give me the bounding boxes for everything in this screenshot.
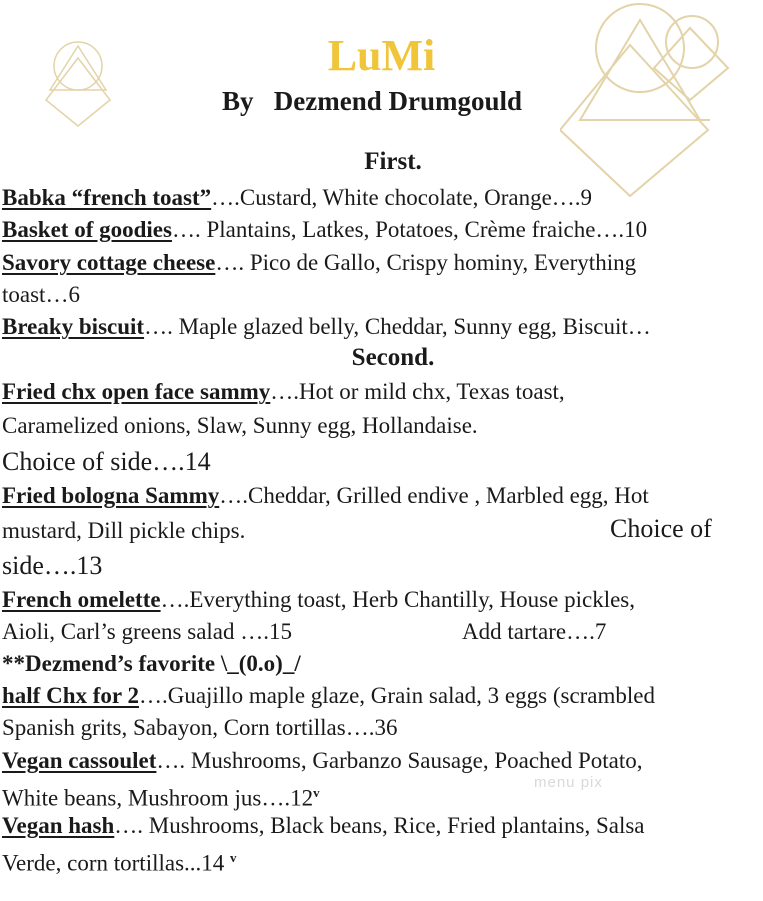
item-description: …. Maple glazed belly, Cheddar, Sunny egg, Biscuit… (144, 314, 651, 339)
item-description: ….Cheddar, Grilled endive , Marbled egg, Hot (219, 483, 649, 508)
item-name: Savory cottage cheese (2, 250, 216, 275)
menu-item-vegan-cassoulet (2, 747, 643, 775)
menu-item-biscuit (2, 313, 651, 341)
vegan-mark: v (230, 850, 237, 865)
menu-item-vegan-cassoulet-cont (2, 779, 320, 813)
item-description: ….Custard, White chocolate, Orange….9 (211, 185, 593, 210)
menu-item-babka (2, 184, 592, 212)
menu-item-fried-bologna-cont: mustard, Dill pickle chips. (2, 518, 246, 543)
item-description: White beans, Mushroom jus….12 (2, 785, 314, 811)
menu-item-cottage-cheese-cont: toast…6 (2, 282, 80, 307)
item-description: …. Pico de Gallo, Crispy hominy, Everything (215, 250, 637, 275)
item-description: ….Everything toast, Herb Chantilly, House pickles, (160, 587, 635, 612)
item-name: French omelette (2, 587, 161, 612)
section-heading-second: Second. (351, 344, 435, 371)
menu-item-fried-chx (2, 378, 565, 406)
item-name: Vegan cassoulet (2, 748, 157, 773)
vegan-mark: v (313, 785, 320, 800)
item-description: Verde, corn tortillas...14 (2, 850, 231, 876)
menu-item-half-chx-cont: Spanish grits, Sabayon, Corn tortillas….36 (2, 715, 398, 740)
restaurant-title: LuMi (327, 31, 436, 80)
menu-item-fried-bologna (2, 482, 649, 510)
menu-item-vegan-hash-cont (2, 844, 237, 878)
item-name: half Chx for 2 (2, 683, 139, 708)
item-name: Basket of goodies (2, 217, 172, 242)
menu-item-cottage-cheese (2, 249, 636, 277)
menu-item-vegan-hash (2, 812, 645, 840)
menu-item-basket (2, 216, 647, 244)
menu-item-fried-chx-side: Choice of side….14 (2, 447, 211, 476)
menu-item-add-tartare: Add tartare….7 (462, 619, 607, 644)
item-name: Fried chx open face sammy (2, 379, 271, 404)
item-name: Breaky biscuit (2, 314, 145, 339)
menu-item-fried-bologna-choice: Choice of (610, 514, 712, 543)
chef-byline: By Dezmend Drumgould (222, 86, 523, 116)
item-name: Babka “french toast” (2, 185, 212, 210)
menu-item-french-omelette-cont: Aioli, Carl’s greens salad ….15 (2, 619, 293, 644)
item-description: …. Mushrooms, Black beans, Rice, Fried plantains, Salsa (114, 813, 645, 838)
menu-item-half-chx (2, 682, 655, 710)
section-heading-first: First. (364, 148, 422, 175)
item-description: ….Guajillo maple glaze, Grain salad, 3 eggs (scrambled (138, 683, 656, 708)
item-description: …. Mushrooms, Garbanzo Sausage, Poached Potato, (156, 748, 643, 773)
menu-item-french-omelette (2, 586, 635, 614)
watermark: menu pix (534, 774, 603, 791)
item-name: Vegan hash (2, 813, 115, 838)
item-name: Fried bologna Sammy (2, 483, 220, 508)
item-description: …. Plantains, Latkes, Potatoes, Crème fraiche….10 (171, 217, 648, 242)
menu-item-fried-bologna-side: side….13 (2, 551, 103, 580)
favorite-label: **Dezmend’s favorite \_(0.o)_/ (2, 651, 301, 676)
item-description: ….Hot or mild chx, Texas toast, (270, 379, 565, 404)
menu-item-fried-chx-cont: Caramelized onions, Slaw, Sunny egg, Hollandaise. (2, 413, 478, 438)
